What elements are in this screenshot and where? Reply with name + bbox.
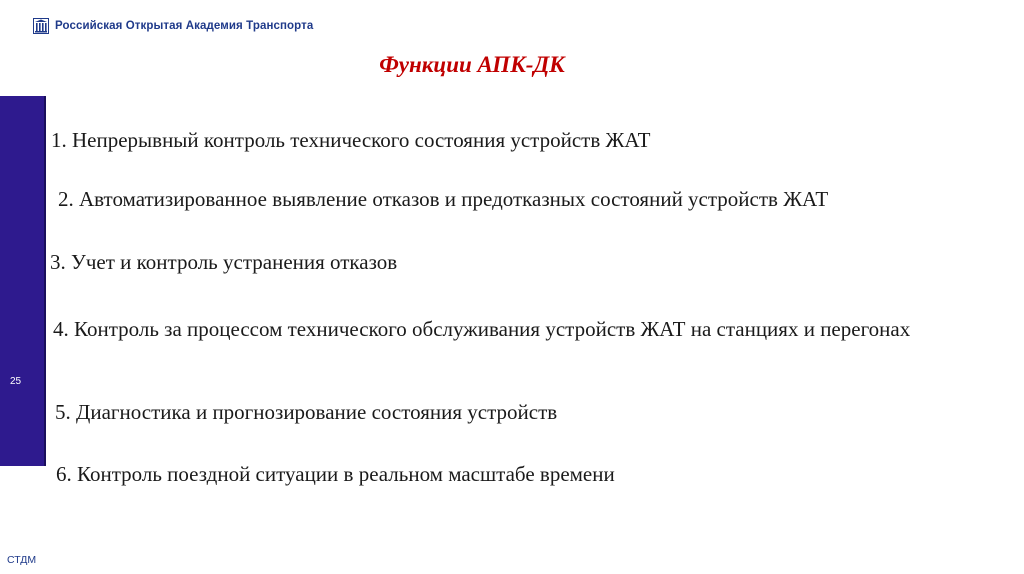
side-accent-bar — [0, 96, 46, 466]
function-item-2: 2. Автоматизированное выявление отказов и предотказных состояний устройств ЖАТ — [58, 187, 829, 211]
function-item-3: 3. Учет и контроль устранения отказов — [50, 250, 398, 274]
slide-title: Функции АПК-ДК — [379, 52, 565, 77]
organization-name: Российская Открытая Академия Транспорта — [55, 20, 314, 32]
function-item-4: 4. Контроль за процессом технического обслуживания устройств ЖАТ на станциях и перегонах — [53, 317, 911, 341]
footer-label: СТДМ — [7, 554, 37, 566]
function-item-6: 6. Контроль поездной ситуации в реальном масштабе времени — [56, 462, 615, 486]
function-item-1: 1. Непрерывный контроль технического состояния устройств ЖАТ — [51, 128, 651, 152]
header-logo — [33, 18, 313, 34]
function-item-5: 5. Диагностика и прогнозирование состояния устройств — [55, 400, 558, 424]
page-number: 25 — [10, 376, 22, 387]
academy-building-icon — [33, 18, 49, 34]
